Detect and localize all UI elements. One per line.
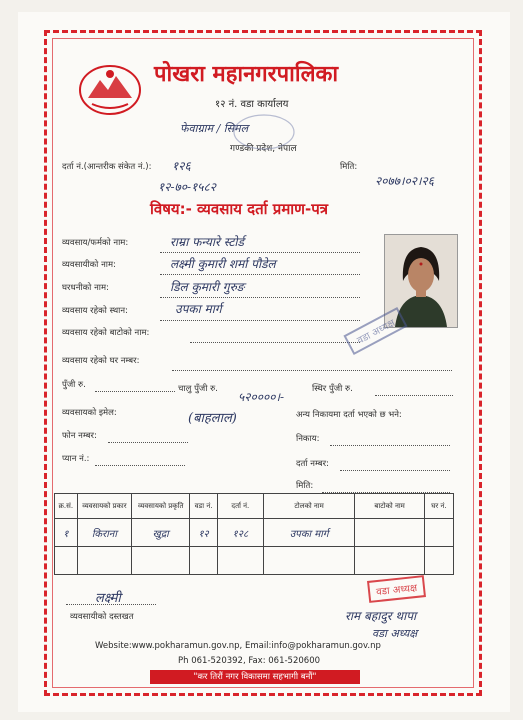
table-cell: खुद्रा bbox=[132, 519, 190, 547]
official-title: वडा अध्यक्ष bbox=[372, 627, 418, 640]
table-cell: १२ bbox=[190, 519, 218, 547]
email-value: (बाहलाल) bbox=[188, 411, 237, 426]
col-type: व्यवसायको प्रकार bbox=[77, 494, 132, 519]
office-stamp-icon bbox=[232, 112, 296, 152]
table-cell: १२८ bbox=[217, 519, 263, 547]
business-name-label: व्यवसाय/फर्मको नाम: bbox=[62, 238, 129, 248]
house-number-label: व्यवसाय रहेको घर नम्बर: bbox=[62, 356, 140, 366]
ward-office: १२ नं. वडा कार्यालय bbox=[215, 99, 289, 110]
field-line bbox=[160, 297, 360, 298]
field-line bbox=[375, 395, 453, 396]
street-name-label: व्यवसाय रहेको बाटोको नाम: bbox=[62, 328, 150, 338]
table-cell bbox=[355, 519, 425, 547]
table-header-row bbox=[55, 494, 454, 519]
business-name-value: राम्रा फन्यारे स्टोर्ड bbox=[170, 235, 244, 249]
business-table bbox=[54, 493, 454, 575]
other-reg-label: अन्य निकायमा दर्ता भएको छ भने: bbox=[296, 410, 402, 420]
regno-label: दर्ता नम्बर: bbox=[296, 459, 329, 469]
nepal-emblem-icon bbox=[78, 64, 142, 116]
col-nature: व्यवसायको प्रकृति bbox=[132, 494, 190, 519]
pan-label: प्यान नं.: bbox=[62, 454, 90, 464]
field-line bbox=[340, 470, 450, 471]
table-cell bbox=[190, 547, 218, 575]
table-cell bbox=[424, 547, 453, 575]
phone-label: फोन नम्बर: bbox=[62, 431, 97, 441]
reg-number-label: दर्ता नं.(आन्तरीक संकेत नं.): bbox=[62, 162, 152, 172]
col-sn: क्र.सं. bbox=[55, 494, 78, 519]
field-line bbox=[330, 445, 450, 446]
signature-line bbox=[66, 604, 156, 605]
date-label: मिति: bbox=[340, 162, 358, 172]
date-label-2: मिति: bbox=[296, 481, 314, 491]
table-cell bbox=[355, 547, 425, 575]
email-label: व्यवसायको इमेल: bbox=[62, 408, 117, 418]
date-value: २०७७।०२।२६ bbox=[375, 174, 435, 188]
owner-signature-label: व्यवसायीको दस्तखत bbox=[70, 612, 134, 622]
field-line bbox=[172, 370, 452, 371]
col-reg: दर्ता नं. bbox=[217, 494, 263, 519]
official-signature: राम बहादुर थापा bbox=[345, 609, 417, 623]
col-tole: टोलको नाम bbox=[263, 494, 354, 519]
table-cell bbox=[132, 547, 190, 575]
place-name: फेवाग्राम / सिमल bbox=[180, 122, 249, 135]
official-stamp: वडा अध्यक्ष bbox=[367, 575, 426, 603]
field-line bbox=[95, 391, 175, 392]
capital-label: पुँजी रु. bbox=[62, 380, 86, 390]
field-line bbox=[160, 320, 360, 321]
footer-phone: Ph 061-520392, Fax: 061-520600 bbox=[178, 656, 321, 666]
province: गण्डकी प्रदेश, नेपाल bbox=[230, 144, 297, 154]
table-row bbox=[55, 547, 454, 575]
col-house: घर नं. bbox=[424, 494, 453, 519]
current-capital-label: चालु पुँजी रु. bbox=[178, 384, 218, 394]
landlord-name-value: डिल कुमारी गुरुङ bbox=[170, 280, 245, 294]
footer-contact: Website:www.pokharamun.gov.np, Email:info@pokharamun.gov.np bbox=[95, 641, 381, 651]
col-street: बाटोको नाम bbox=[355, 494, 425, 519]
owner-signature: लक्ष्मी bbox=[95, 591, 121, 606]
current-capital-value: ५२००००।- bbox=[238, 390, 285, 404]
fixed-capital-label: स्थिर पुँजी रु. bbox=[312, 384, 353, 394]
reg-number-value-2: १२-७०-१५८२ bbox=[158, 180, 217, 194]
table-cell bbox=[424, 519, 453, 547]
table-cell bbox=[77, 547, 132, 575]
table-cell bbox=[55, 547, 78, 575]
location-value: उपका मार्ग bbox=[175, 302, 222, 316]
table-cell bbox=[217, 547, 263, 575]
field-line bbox=[190, 342, 360, 343]
org-name: पोखरा महानगरपालिका bbox=[154, 62, 339, 87]
field-line bbox=[160, 274, 360, 275]
location-label: व्यवसाय रहेको स्थान: bbox=[62, 306, 128, 316]
body-label: निकाय: bbox=[296, 434, 320, 444]
field-line bbox=[160, 252, 360, 253]
reg-number-value: १२६ bbox=[172, 159, 191, 173]
field-line bbox=[95, 465, 185, 466]
table-cell: किराना bbox=[77, 519, 132, 547]
field-line bbox=[108, 442, 188, 443]
footer-slogan: "कर तिरौं नगर विकासमा सहभागी बनौं" bbox=[150, 670, 360, 684]
owner-name-value: लक्ष्मी कुमारी शर्मा पौडेल bbox=[170, 257, 276, 271]
table-cell bbox=[263, 547, 354, 575]
owner-name-label: व्यवसायीको नाम: bbox=[62, 260, 116, 270]
table-cell: १ bbox=[55, 519, 78, 547]
ward-stamp: वडा अध्यक्ष bbox=[343, 307, 407, 355]
table-row bbox=[55, 519, 454, 547]
table-cell: उपका मार्ग bbox=[263, 519, 354, 547]
landlord-name-label: घरधनीको नाम: bbox=[62, 283, 109, 293]
col-ward: वडा नं. bbox=[190, 494, 218, 519]
certificate-title: विषय:- व्यवसाय दर्ता प्रमाण-पत्र bbox=[150, 200, 329, 218]
